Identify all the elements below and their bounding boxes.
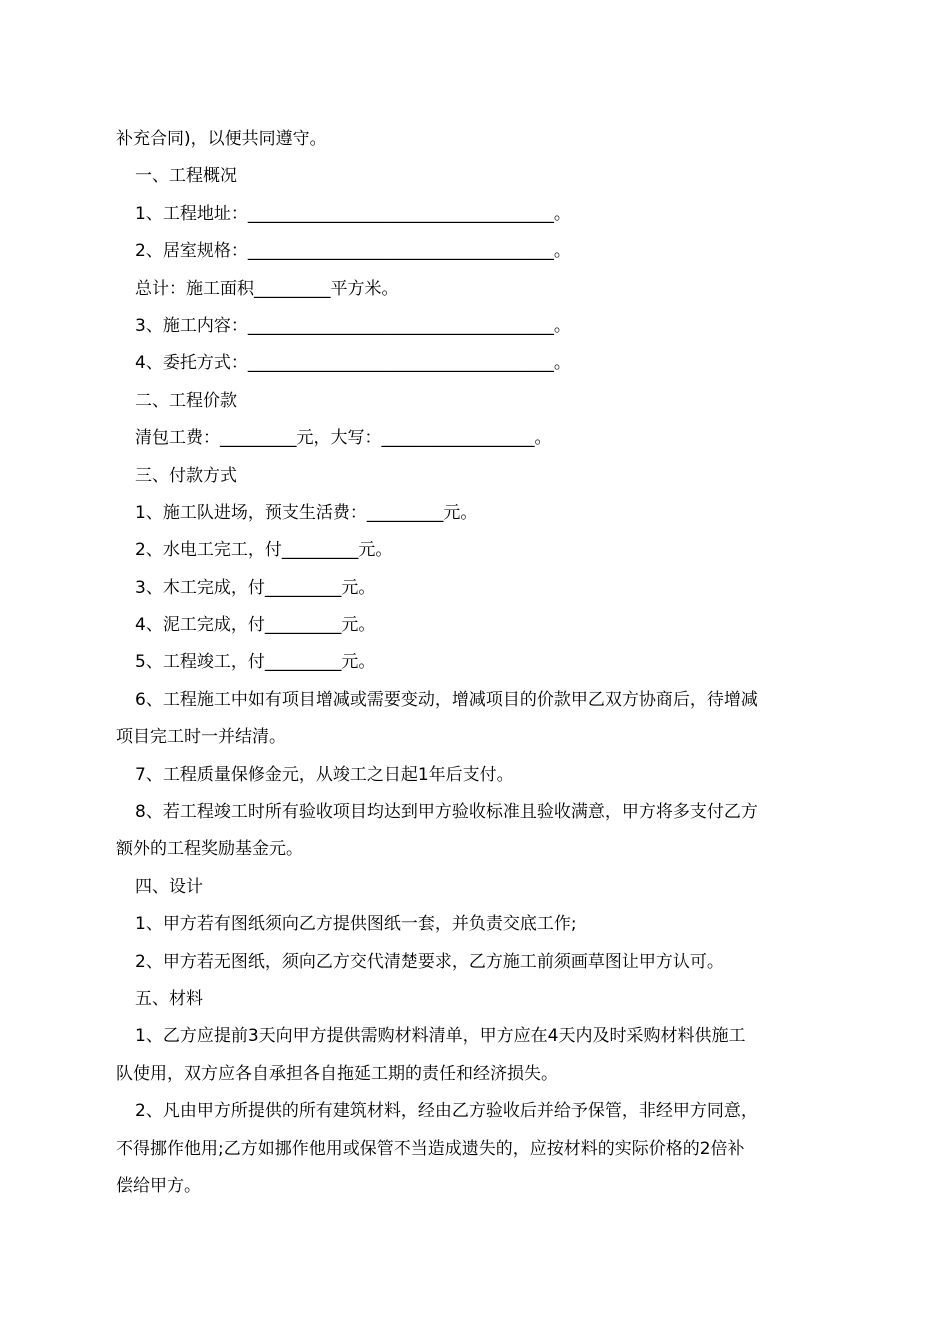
paragraph-line: 8、若工程竣工时所有验收项目均达到甲方验收标准且验收满意，甲方将多支付乙方 <box>135 802 758 823</box>
paragraph-line: 1、施工队进场，预支生活费：_________元。 <box>135 502 478 523</box>
paragraph-line: 队使用，双方应各自承担各自拖延工期的责任和经济损失。 <box>116 1063 558 1084</box>
paragraph-line: 4、委托方式：____________________________________。 <box>135 353 571 374</box>
section-heading-overview: 一、工程概况 <box>135 166 237 187</box>
paragraph-line: 6、工程施工中如有项目增减或需要变动，增减项目的价款甲乙双方协商后，待增减 <box>135 689 758 710</box>
section-heading-materials: 五、材料 <box>135 988 203 1009</box>
paragraph-line: 4、泥工完成，付_________元。 <box>135 615 376 636</box>
paragraph-line: 项目完工时一并结清。 <box>116 727 286 748</box>
paragraph-line: 1、工程地址：____________________________________。 <box>135 203 571 224</box>
document-page <box>116 121 836 1205</box>
paragraph-line: 7、工程质量保修金元，从竣工之日起1年后支付。 <box>135 764 514 785</box>
paragraph-line: 不得挪作他用;乙方如挪作他用或保管不当造成遗失的，应按材料的实际价格的2倍补 <box>116 1138 745 1159</box>
section-heading-payment: 三、付款方式 <box>135 465 237 486</box>
paragraph-line: 3、木工完成，付_________元。 <box>135 577 376 598</box>
paragraph-line: 额外的工程奖励基金元。 <box>116 839 303 860</box>
section-heading-design: 四、设计 <box>135 876 203 897</box>
paragraph-line: 2、凡由甲方所提供的所有建筑材料，经由乙方验收后并给予保管，非经甲方同意， <box>135 1101 758 1122</box>
paragraph-line: 2、居室规格：____________________________________。 <box>135 241 571 262</box>
section-heading-price: 二、工程价款 <box>135 390 237 411</box>
paragraph-line: 2、水电工完工，付_________元。 <box>135 540 393 561</box>
paragraph-line: 2、甲方若无图纸，须向乙方交代清楚要求，乙方施工前须画草图让甲方认可。 <box>135 951 724 972</box>
paragraph-line: 清包工费：_________元，大写：__________________。 <box>135 428 552 449</box>
paragraph-line: 3、施工内容：____________________________________。 <box>135 315 571 336</box>
paragraph-line: 1、甲方若有图纸须向乙方提供图纸一套，并负责交底工作; <box>135 914 577 935</box>
paragraph-line: 偿给甲方。 <box>116 1175 201 1196</box>
paragraph-line: 1、乙方应提前3天向甲方提供需购材料清单，甲方应在4天内及时采购材料供施工 <box>135 1026 746 1047</box>
paragraph-line: 5、工程竣工，付_________元。 <box>135 652 376 673</box>
paragraph-line: 总计：施工面积_________平方米。 <box>135 278 399 299</box>
paragraph-line: 补充合同)，以便共同遵守。 <box>116 129 327 149</box>
